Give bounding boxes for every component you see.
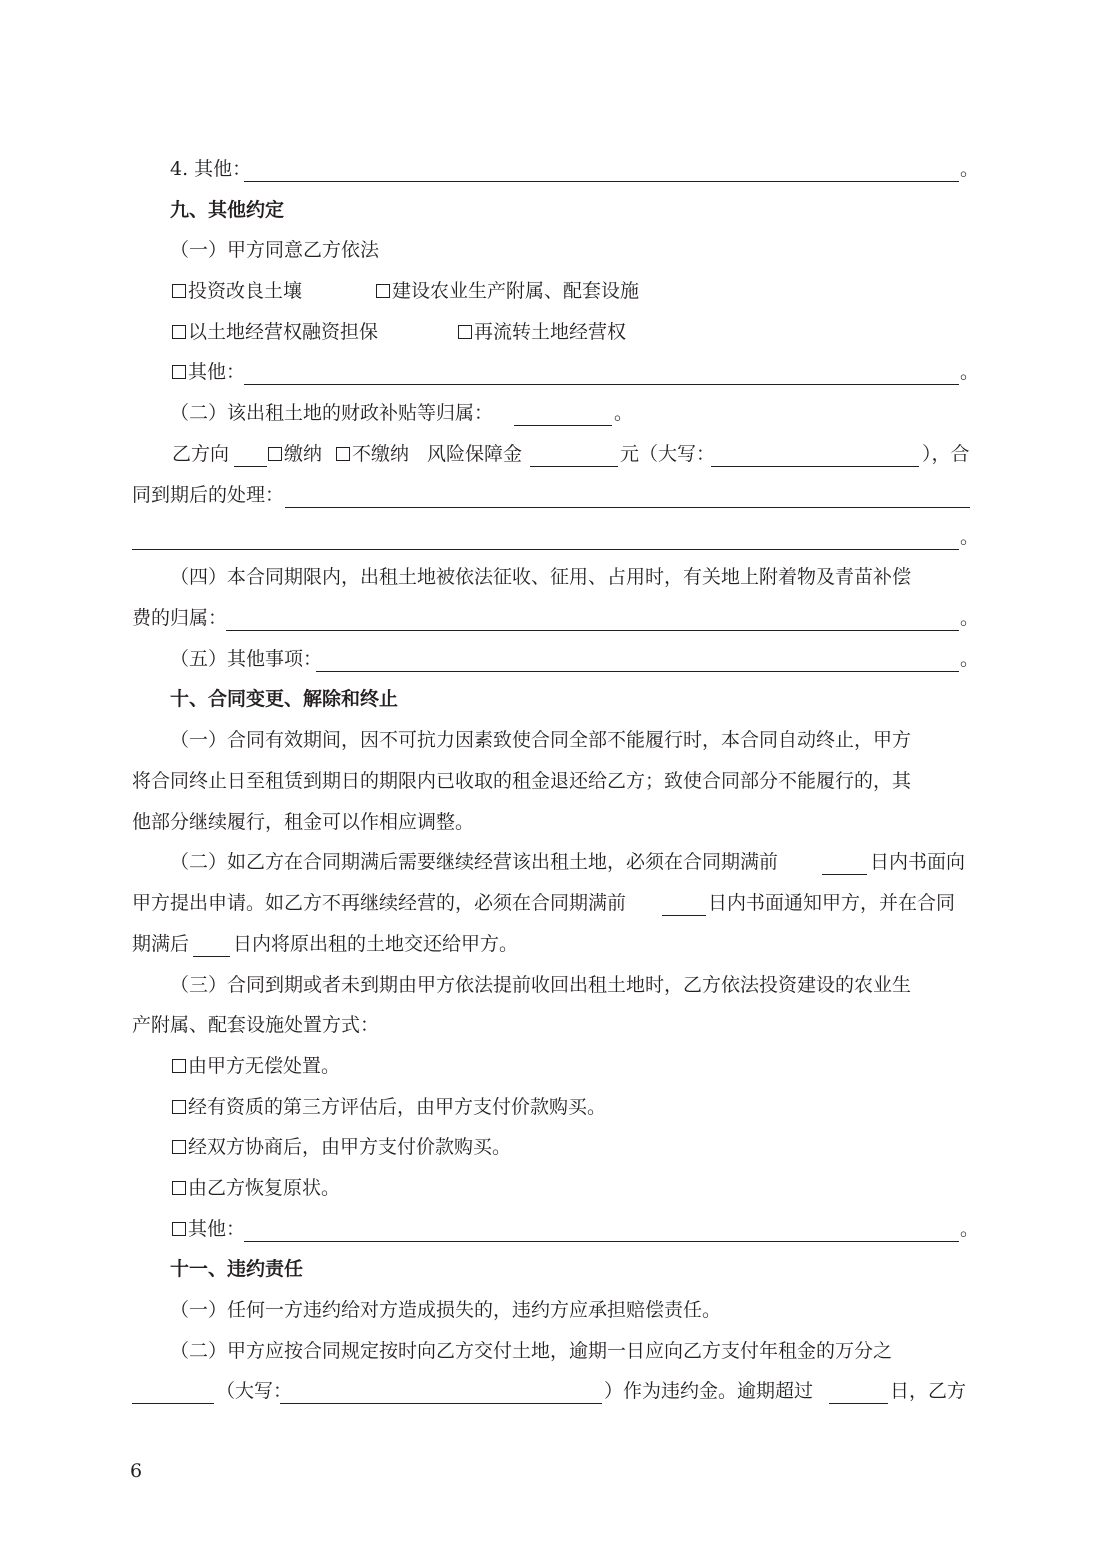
checkbox-icon[interactable]	[172, 1059, 186, 1073]
section-10-heading: 十、合同变更、解除和终止	[170, 688, 399, 710]
expiry-handling-line-2: 。	[0, 520, 1102, 554]
blank-field[interactable]	[316, 671, 959, 672]
checkbox-icon[interactable]	[172, 1100, 186, 1114]
option-improve-soil-label: 投资改良土壤	[188, 280, 303, 302]
clause-9-2: （二）该出租土地的财政补贴等归属： 。	[170, 402, 634, 424]
checkbox-icon[interactable]	[172, 284, 186, 298]
expiry-handling-line: 同到期后的处理：	[0, 478, 1102, 512]
disposal-option-3: 经双方协商后，由甲方支付价款购买。	[0, 1130, 1102, 1164]
clause-10-2-cont-2: 期满后 日内将原出租的土地交还给甲方。	[132, 933, 519, 955]
clause-11-2: （二）甲方应按合同规定按时向乙方交付土地，逾期一日应向乙方支付年租金的万分之	[170, 1340, 893, 1362]
clause-10-2: （二）如乙方在合同期满后需要继续经营该出租土地，必须在合同期满前 日内书面向	[170, 851, 966, 873]
blank-field[interactable]	[829, 1403, 888, 1404]
disposal-option-1: 由甲方无偿处置。	[0, 1049, 1102, 1083]
checkbox-icon[interactable]	[172, 1140, 186, 1154]
checkbox-icon[interactable]	[376, 284, 390, 298]
option-mortgage-label: 以土地经营权融资担保	[188, 321, 379, 343]
blank-field[interactable]	[226, 630, 959, 631]
clause-10-3-cont: 产附属、配套设施处置方式：	[132, 1014, 380, 1036]
item-4-label: 4. 其他：	[170, 158, 252, 180]
blank-field[interactable]	[244, 181, 959, 182]
blank-field[interactable]	[711, 466, 919, 467]
clause-9-4-cont: 费的归属： 。	[132, 607, 980, 629]
clause-10-1-cont-2: 他部分继续履行，租金可以作相应调整。	[132, 811, 475, 833]
clause-10-2-cont: 甲方提出申请。如乙方不再继续经营的，必须在合同期满前 日内书面通知甲方，并在合同	[132, 892, 956, 914]
section-9-heading: 九、其他约定	[170, 199, 285, 221]
risk-deposit-line: 乙方向 缴纳 不缴纳 风险保障金 元（大写： ），合	[172, 443, 970, 465]
item-4-other	[0, 152, 1102, 186]
blank-field[interactable]	[662, 915, 706, 916]
blank-field[interactable]	[280, 1403, 602, 1404]
checkbox-icon[interactable]	[172, 325, 186, 339]
checkbox-icon[interactable]	[172, 365, 186, 379]
checkbox-row-2	[0, 315, 1102, 349]
disposal-option-other: 其他： 。	[0, 1212, 1102, 1246]
checkbox-icon[interactable]	[458, 325, 472, 339]
blank-field[interactable]	[822, 874, 867, 875]
clause-9-4: （四）本合同期限内，出租土地被依法征收、征用、占用时，有关地上附着物及青苗补偿	[170, 566, 912, 588]
blank-field[interactable]	[244, 384, 959, 385]
clause-10-1-cont: 将合同终止日至租赁到期日的期限内已收取的租金退还给乙方；致使合同部分不能履行的，其	[132, 770, 912, 792]
checkbox-icon[interactable]	[336, 447, 350, 461]
checkbox-icon[interactable]	[172, 1222, 186, 1236]
clause-9-5: （五）其他事项： 。	[170, 648, 980, 670]
blank-field[interactable]	[244, 1241, 959, 1242]
clause-11-2-cont: （大写： ）作为违约金。逾期超过 日，乙方	[0, 1374, 1102, 1408]
blank-field[interactable]	[193, 956, 230, 957]
period: 。	[960, 158, 980, 180]
clause-9-1: （一）甲方同意乙方依法	[170, 239, 380, 261]
blank-field[interactable]	[285, 507, 970, 508]
page-number: 6	[130, 1460, 143, 1482]
blank-field[interactable]	[234, 466, 267, 467]
disposal-option-4: 由乙方恢复原状。	[0, 1171, 1102, 1205]
blank-field[interactable]	[132, 1403, 214, 1404]
option-build-facilities-label: 建设农业生产附属、配套设施	[392, 280, 640, 302]
option-retransfer-label: 再流转土地经营权	[474, 321, 627, 343]
blank-field[interactable]	[132, 549, 959, 550]
blank-field[interactable]	[514, 425, 612, 426]
checkbox-row-other: 其他： 。	[0, 355, 1102, 389]
disposal-option-2: 经有资质的第三方评估后，由甲方支付价款购买。	[0, 1090, 1102, 1124]
checkbox-row-1	[0, 274, 1102, 308]
clause-11-1: （一）任何一方违约给对方造成损失的，违约方应承担赔偿责任。	[170, 1299, 722, 1321]
checkbox-icon[interactable]	[268, 447, 282, 461]
clause-10-1: （一）合同有效期间，因不可抗力因素致使合同全部不能履行时，本合同自动终止，甲方	[170, 729, 912, 751]
section-11-heading: 十一、违约责任	[170, 1258, 304, 1280]
blank-field[interactable]	[530, 466, 618, 467]
checkbox-icon[interactable]	[172, 1181, 186, 1195]
clause-10-3: （三）合同到期或者未到期由甲方依法提前收回出租土地时，乙方依法投资建设的农业生	[170, 974, 912, 996]
